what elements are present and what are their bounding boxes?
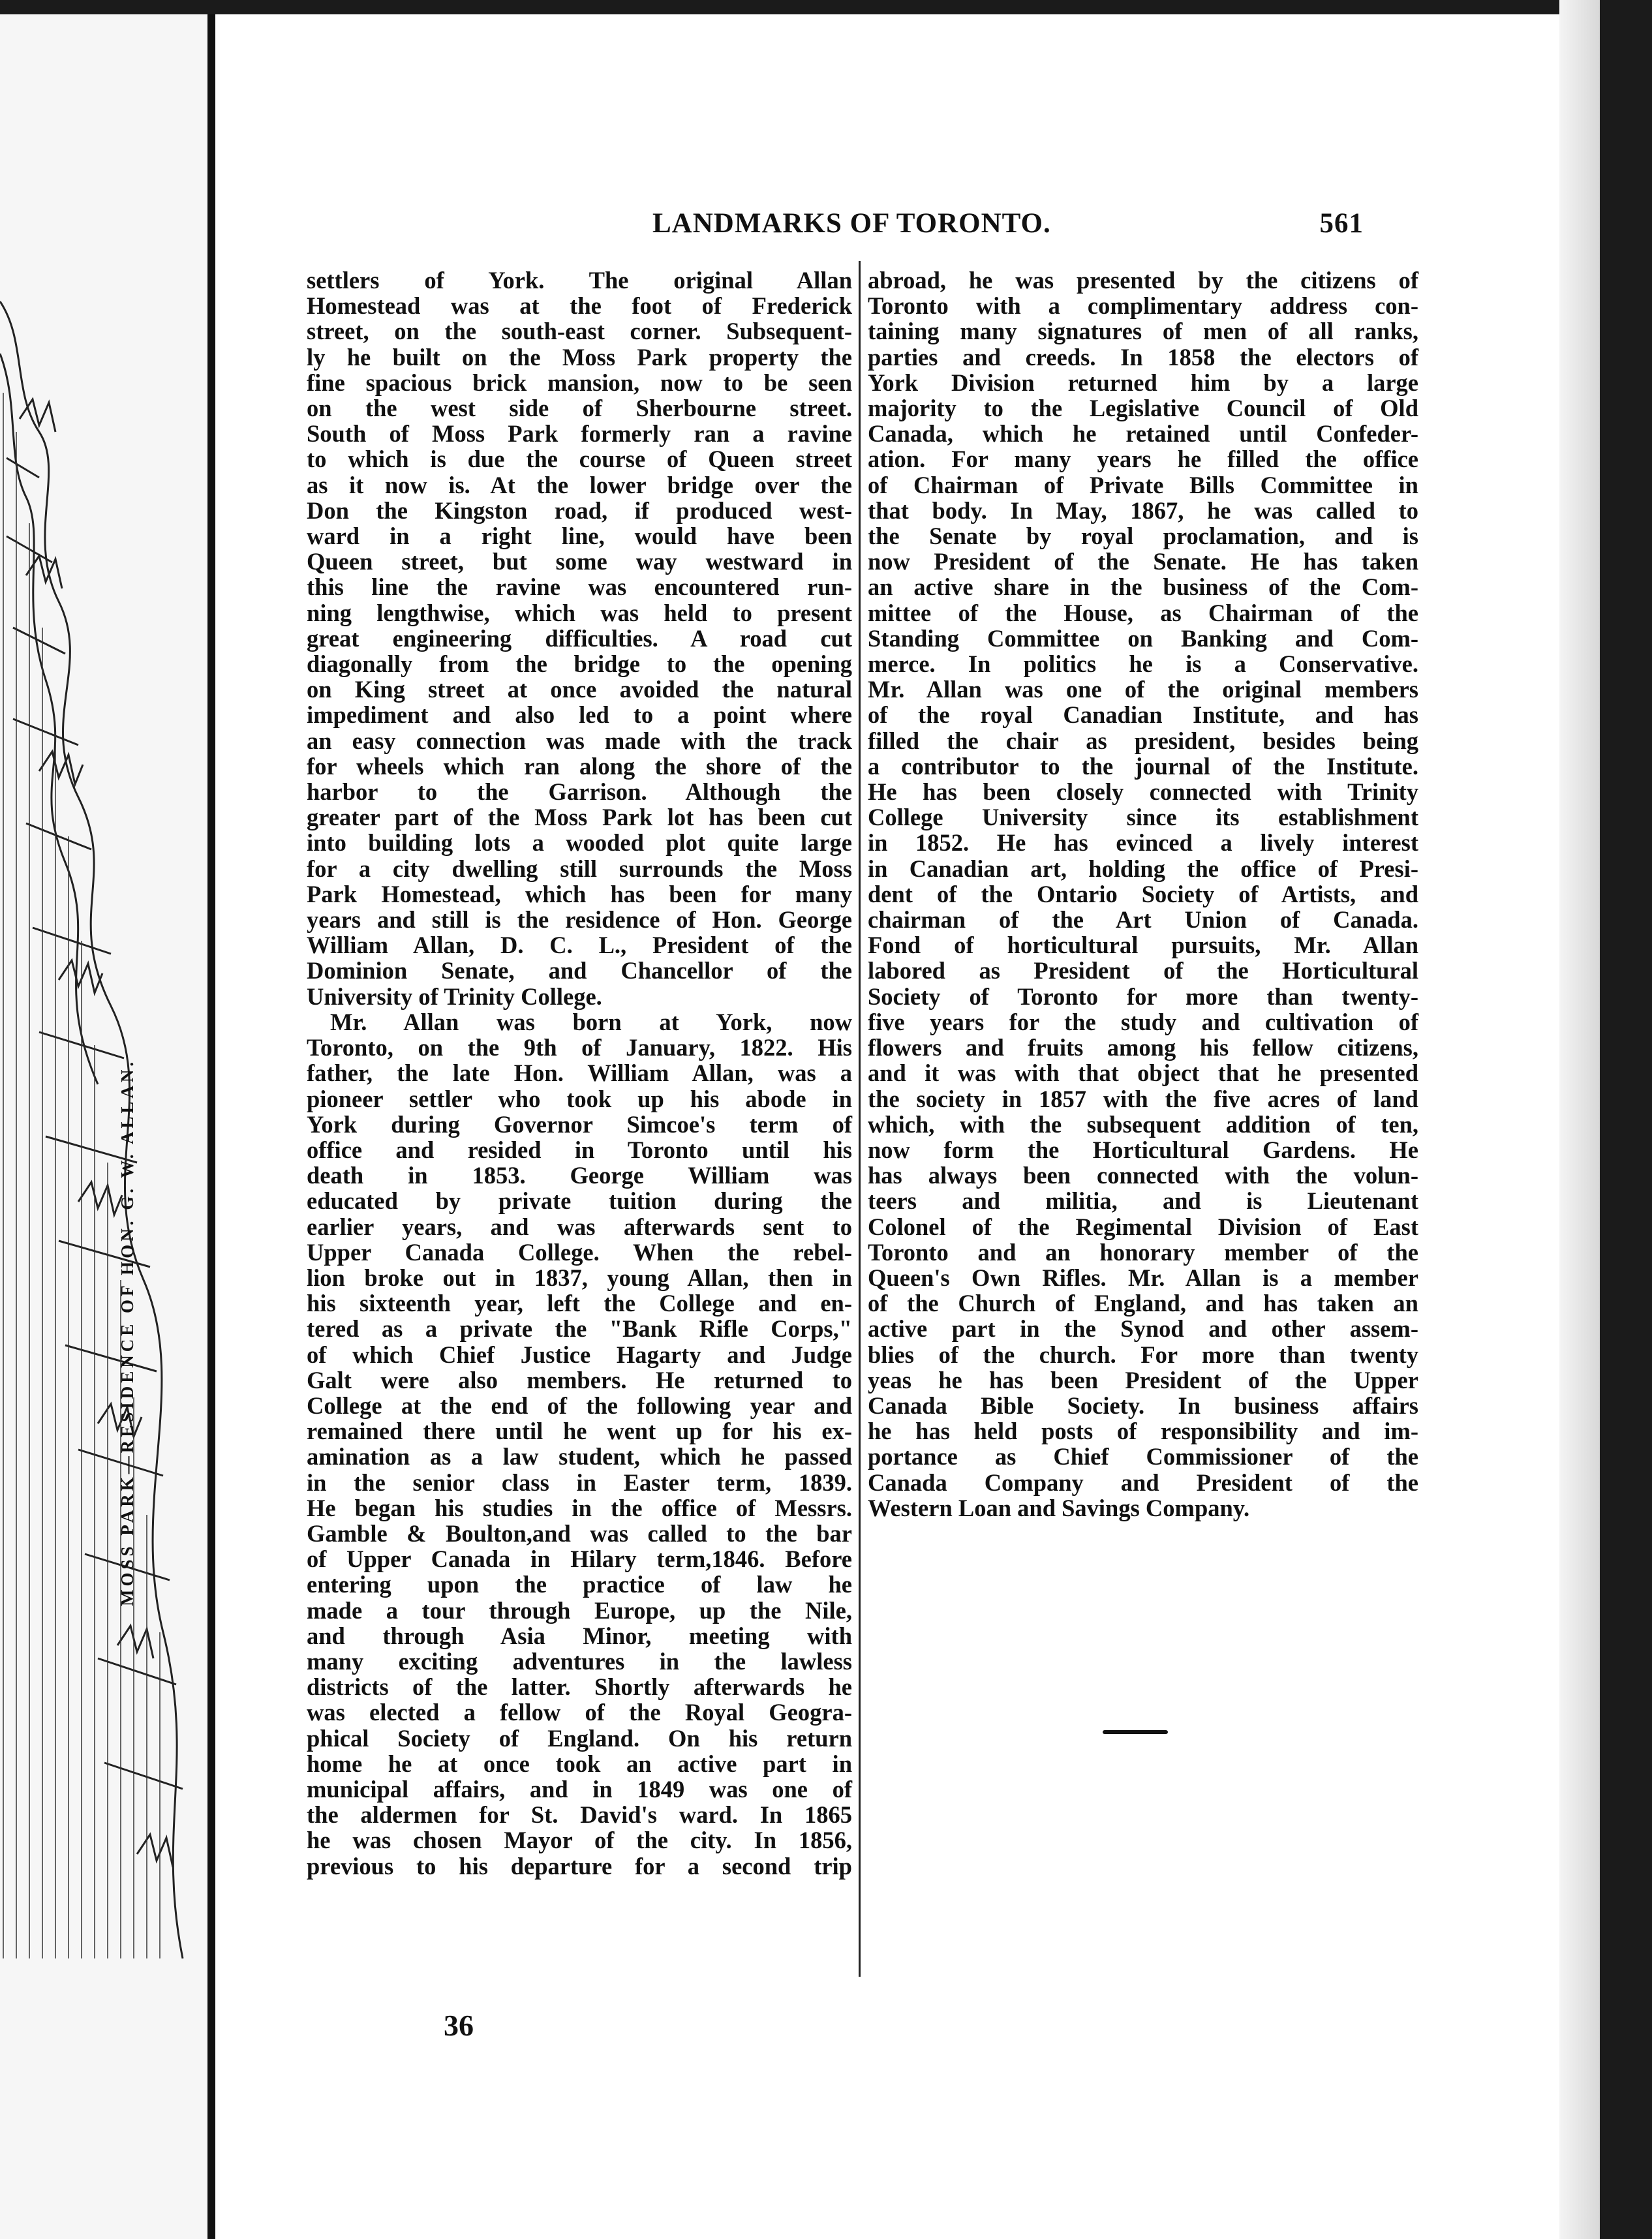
text-line: death in 1853. George William was <box>307 1162 852 1189</box>
text-line: many exciting adventures in the lawless <box>307 1647 852 1675</box>
text-line: Toronto with a complimentary address con- <box>868 292 1418 320</box>
text-line: pioneer settler who took up his abode in <box>307 1085 852 1112</box>
text-line: Toronto and an honorary member of the <box>868 1238 1418 1266</box>
text-line: into building lots a wooded plot quite large <box>307 829 852 857</box>
text-line: as it now is. At the lower bridge over the <box>307 471 852 498</box>
text-line: father, the late Hon. William Allan, was a <box>307 1059 852 1087</box>
text-line: phical Society of England. On his return <box>307 1724 852 1752</box>
text-line: taining many signatures of men of all ranks, <box>868 318 1418 345</box>
text-line: this line the ravine was encountered run- <box>307 573 852 601</box>
running-head-title: LANDMARKS OF TORONTO. <box>652 208 1051 239</box>
text-line: Park Homestead, which has been for many <box>307 880 852 907</box>
column-rule <box>859 261 861 1977</box>
text-line: blies of the church. For more than twenty <box>868 1341 1418 1368</box>
text-line: ning lengthwise, which was held to present <box>307 599 852 626</box>
text-line: to which is due the course of Queen street <box>307 446 852 473</box>
plate-caption: MOSS PARK—RESIDENCE OF HON. G. W. ALLAN. <box>117 1058 137 1606</box>
text-line: Queen's Own Rifles. Mr. Allan is a member <box>868 1264 1418 1291</box>
text-line: an active share in the business of the Com- <box>868 573 1418 601</box>
text-line: in 1852. He has evinced a lively interest <box>868 829 1418 857</box>
page-number: 561 <box>1319 208 1364 239</box>
text-line: teers and militia, and is Lieutenant <box>868 1187 1418 1215</box>
text-line: office and resided in Toronto until his <box>307 1136 852 1163</box>
text-line: portance as Chief Commissioner of the <box>868 1443 1418 1470</box>
text-line: Don the Kingston road, if produced west- <box>307 496 852 524</box>
text-line: in Canadian art, holding the office of Presi- <box>868 855 1418 882</box>
text-line: Gamble & Boulton,and was called to the bar <box>307 1519 852 1547</box>
scan-top-edge <box>0 0 1652 14</box>
text-line: earlier years, and was afterwards sent to <box>307 1213 852 1240</box>
text-line: He has been closely connected with Trinity <box>868 778 1418 806</box>
text-line: South of Moss Park formerly ran a ravine <box>307 420 852 448</box>
text-line: home he at once took an active part in <box>307 1750 852 1777</box>
text-line: of the royal Canadian Institute, and has <box>868 701 1418 729</box>
text-line: Upper Canada College. When the rebel- <box>307 1238 852 1266</box>
page-shadow <box>1559 0 1600 2239</box>
text-line: now President of the Senate. He has taken <box>868 548 1418 575</box>
text-line: the aldermen for St. David's ward. In 1865 <box>307 1801 852 1829</box>
text-line: on the west side of Sherbourne street. <box>307 395 852 422</box>
text-line: of which Chief Justice Hagarty and Judge <box>307 1341 852 1368</box>
text-line: Canada Company and President of the <box>868 1469 1418 1496</box>
text-line: Standing Committee on Banking and Com- <box>868 624 1418 652</box>
text-line: Fond of horticultural pursuits, Mr. Allan <box>868 932 1418 959</box>
illustration-plate <box>0 14 213 2239</box>
text-line: Colonel of the Regimental Division of East <box>868 1213 1418 1240</box>
scan-right-edge <box>1600 0 1652 2239</box>
text-line: merce. In politics he is a Conservative. <box>868 650 1418 678</box>
text-line: Society of Toronto for more than twenty- <box>868 982 1418 1010</box>
text-line: Galt were also members. He returned to <box>307 1366 852 1394</box>
text-line: Canada Bible Society. In business affairs <box>868 1392 1418 1419</box>
text-line: ation. For many years he filled the office <box>868 446 1418 473</box>
text-line: districts of the latter. Shortly afterwards he <box>307 1673 852 1701</box>
text-line: great engineering difficulties. A road cut <box>307 624 852 652</box>
text-line: diagonally from the bridge to the opening <box>307 650 852 678</box>
text-line: now form the Horticultural Gardens. He <box>868 1136 1418 1163</box>
engraving-trees-illustration <box>0 262 196 2024</box>
text-line: yeas he has been President of the Upper <box>868 1366 1418 1394</box>
text-line: Queen street, but some way westward in <box>307 548 852 575</box>
left-text-column <box>307 267 852 1879</box>
text-line: five years for the study and cultivation of <box>868 1008 1418 1035</box>
text-line: impediment and also led to a point where <box>307 701 852 729</box>
text-line: and through Asia Minor, meeting with <box>307 1622 852 1649</box>
text-line: that body. In May, 1867, he was called to <box>868 496 1418 524</box>
text-line: was elected a fellow of the Royal Geogra- <box>307 1699 852 1726</box>
text-line: municipal affairs, and in 1849 was one of <box>307 1775 852 1803</box>
text-line: parties and creeds. In 1858 the electors of <box>868 343 1418 371</box>
text-line: a contributor to the journal of the Institute. <box>868 752 1418 780</box>
text-line: greater part of the Moss Park lot has been cut <box>307 804 852 831</box>
text-line: an easy connection was made with the track <box>307 727 852 754</box>
text-line: College University since its establishment <box>868 804 1418 831</box>
text-line: Canada, which he retained until Confeder- <box>868 420 1418 448</box>
text-line: he was chosen Mayor of the city. In 1856, <box>307 1827 852 1854</box>
right-text-column <box>868 267 1418 1521</box>
text-line: of the Church of England, and has taken an <box>868 1290 1418 1317</box>
text-line: his sixteenth year, left the College and en- <box>307 1290 852 1317</box>
text-line: educated by private tuition during the <box>307 1187 852 1215</box>
text-line: has always been connected with the volun- <box>868 1162 1418 1189</box>
text-line: Mr. Allan was born at York, now <box>330 1008 852 1035</box>
text-line: York during Governor Simcoe's term of <box>307 1110 852 1138</box>
text-line: for wheels which ran along the shore of the <box>307 752 852 780</box>
text-line: flowers and fruits among his fellow citizens, <box>868 1034 1418 1061</box>
text-line: on King street at once avoided the natural <box>307 676 852 703</box>
text-line: He began his studies in the office of Messrs. <box>307 1494 852 1521</box>
text-line: Western Loan and Savings Company. <box>868 1494 1250 1521</box>
text-line: harbor to the Garrison. Although the <box>307 778 852 806</box>
text-line: which, with the subsequent addition of ten, <box>868 1110 1418 1138</box>
text-line: amination as a law student, which he passed <box>307 1443 852 1470</box>
text-line: Mr. Allan was one of the original members <box>868 676 1418 703</box>
text-line: Dominion Senate, and Chancellor of the <box>307 957 852 984</box>
text-line: abroad, he was presented by the citizens of <box>868 267 1418 294</box>
text-line: labored as President of the Horticultural <box>868 957 1418 984</box>
text-line: dent of the Ontario Society of Artists, and <box>868 880 1418 907</box>
text-line: street, on the south-east corner. Subsequent- <box>307 318 852 345</box>
text-line: ward in a right line, would have been <box>307 523 852 550</box>
text-line: Toronto, on the 9th of January, 1822. His <box>307 1034 852 1061</box>
text-line: tered as a private the "Bank Rifle Corps," <box>307 1315 852 1343</box>
signature-mark: 36 <box>444 2009 474 2042</box>
text-line: he has held posts of responsibility and im- <box>868 1418 1418 1445</box>
text-line: previous to his departure for a second trip <box>307 1852 852 1880</box>
text-line: William Allan, D. C. L., President of the <box>307 932 852 959</box>
text-line: majority to the Legislative Council of Old <box>868 395 1418 422</box>
text-line: York Division returned him by a large <box>868 369 1418 396</box>
text-line: and it was with that object that he presented <box>868 1059 1418 1087</box>
text-line: made a tour through Europe, up the Nile, <box>307 1596 852 1624</box>
text-line: for a city dwelling still surrounds the Moss <box>307 855 852 882</box>
text-line: the society in 1857 with the five acres of land <box>868 1085 1418 1112</box>
text-line: filled the chair as president, besides being <box>868 727 1418 754</box>
text-line: Homestead was at the foot of Frederick <box>307 292 852 320</box>
plate-border <box>207 14 215 2239</box>
end-ornament-rule <box>1103 1730 1168 1734</box>
text-line: lion broke out in 1837, young Allan, then in <box>307 1264 852 1291</box>
text-line: settlers of York. The original Allan <box>307 267 852 294</box>
text-line: in the senior class in Easter term, 1839. <box>307 1469 852 1496</box>
text-line: active part in the Synod and other assem- <box>868 1315 1418 1343</box>
text-line: remained there until he went up for his ex- <box>307 1418 852 1445</box>
text-line: of Upper Canada in Hilary term,1846. Before <box>307 1546 852 1573</box>
text-line: years and still is the residence of Hon. George <box>307 906 852 934</box>
text-line: the Senate by royal proclamation, and is <box>868 523 1418 550</box>
text-line: mittee of the House, as Chairman of the <box>868 599 1418 626</box>
text-line: College at the end of the following year and <box>307 1392 852 1419</box>
text-line: of Chairman of Private Bills Committee in <box>868 471 1418 498</box>
text-line: chairman of the Art Union of Canada. <box>868 906 1418 934</box>
text-line: entering upon the practice of law he <box>307 1571 852 1598</box>
text-line: University of Trinity College. <box>307 982 602 1010</box>
text-line: fine spacious brick mansion, now to be seen <box>307 369 852 396</box>
text-line: ly he built on the Moss Park property the <box>307 343 852 371</box>
